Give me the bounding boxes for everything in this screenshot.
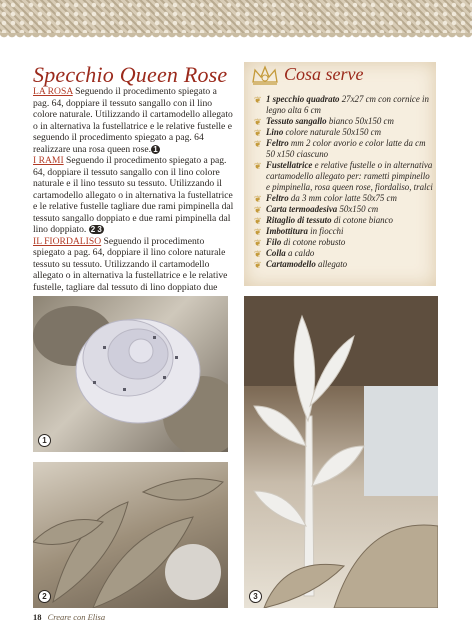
bullet-icon: ❦ bbox=[254, 161, 262, 171]
box-title: Cosa serve bbox=[284, 64, 364, 84]
list-item: ❦ Ritaglio di tessuto di cotone bianco bbox=[254, 215, 393, 226]
section-fiordaliso bbox=[33, 236, 235, 294]
bullet-icon: ❦ bbox=[254, 128, 262, 138]
page-footer bbox=[33, 612, 105, 622]
list-item: ❦ Colla a caldo bbox=[254, 248, 315, 259]
photo-number-badge: 1 bbox=[38, 434, 51, 447]
bullet-icon: ❦ bbox=[254, 139, 262, 149]
step-marker: 2 3 bbox=[90, 225, 102, 234]
section-text: Seguendo il procedimento spiegato a pag. 64, doppiare il tessuto sangallo con il lino colore naturale. Utilizzando il cartamodello allegato o in alternativa la fustellatrice e le relative fustelle e seguendo il procedimento spiegato a pag. 64 realizzare una rosa queen rose. bbox=[33, 86, 233, 155]
list-item: ❦ 1 specchio quadrato 27x27 cm con cornice in legno alta 6 cm bbox=[254, 94, 429, 115]
section-heading: IL FIORDALISO bbox=[33, 235, 102, 247]
bullet-icon: ❦ bbox=[254, 216, 262, 226]
section-rami bbox=[33, 155, 235, 236]
bullet-icon: ❦ bbox=[254, 227, 262, 237]
list-item: ❦ Lino colore naturale 50x150 cm bbox=[254, 127, 382, 138]
bullet-icon: ❦ bbox=[254, 238, 262, 248]
section-heading: LA ROSA bbox=[33, 86, 73, 97]
lace-border bbox=[0, 0, 472, 38]
list-item: ❦ Tessuto sangallo bianco 50x150 cm bbox=[254, 116, 394, 127]
photo-leaves bbox=[33, 462, 228, 608]
photo-number-badge: 3 bbox=[249, 590, 262, 603]
materials-box bbox=[244, 62, 436, 286]
magazine-name: Creare con Elisa bbox=[47, 612, 106, 622]
page-number: 18 bbox=[33, 612, 42, 622]
bullet-icon: ❦ bbox=[254, 249, 262, 259]
photo-branch bbox=[244, 296, 438, 608]
list-item: ❦ Cartamodello allegato bbox=[254, 259, 348, 270]
section-rosa bbox=[33, 86, 235, 155]
section-text: Seguendo il procedimento spiegato a pag. 64, doppiare il lino colore naturale tessuto su tessuto. Utilizzando il cartamodello allegato o in alternativa la fustellatrice e le relative fustelle, tagliare dal tessuto di lino doppiato due bbox=[33, 235, 228, 293]
article-title: Specchio Queen Rose bbox=[33, 62, 228, 87]
bullet-icon: ❦ bbox=[254, 117, 262, 127]
bullet-icon: ❦ bbox=[254, 194, 262, 204]
branch-illustration bbox=[244, 296, 438, 608]
instructions-column bbox=[33, 86, 235, 293]
bullet-icon: ❦ bbox=[254, 260, 262, 270]
section-heading: I RAMI bbox=[33, 155, 64, 166]
photo-number-badge: 2 bbox=[38, 590, 51, 603]
leaves-illustration bbox=[33, 462, 228, 608]
step-marker: 1 bbox=[151, 145, 160, 154]
crown-icon bbox=[250, 64, 280, 88]
bullet-icon: ❦ bbox=[254, 95, 262, 105]
list-item: ❦ Imbottitura in fiocchi bbox=[254, 226, 344, 237]
materials-list bbox=[254, 94, 434, 270]
rose-illustration bbox=[33, 296, 228, 452]
list-item: ❦ Feltro da 3 mm color latte 50x75 cm bbox=[254, 193, 397, 204]
list-item: ❦ Filo di cotone robusto bbox=[254, 237, 346, 248]
list-item: ❦ Fustellatrice e relative fustelle o in alternativa cartamodello allegato per: rametti pimpinello e pimpinella, rosa queen rose, fiordaliso, tralci bbox=[254, 160, 433, 192]
photo-rose bbox=[33, 296, 228, 452]
bullet-icon: ❦ bbox=[254, 205, 262, 215]
list-item: ❦ Carta termoadesiva 50x150 cm bbox=[254, 204, 379, 215]
section-text: Seguendo il procedimento spiegato a pag. 64, doppiare il tessuto sangallo con il lino colore naturale e il lino tessuto su tessuto. Utilizzando il cartamodello allegato o in alternativa la fustellatrice e le relative fustelle tagliare due rami pimpinella dal tessuto sangallo doppiato e due rami pimpinella dal lino doppiato. bbox=[33, 155, 234, 235]
list-item: ❦ Feltro mm 2 color avorio e color latte da cm 50 x150 ciascuno bbox=[254, 138, 426, 159]
